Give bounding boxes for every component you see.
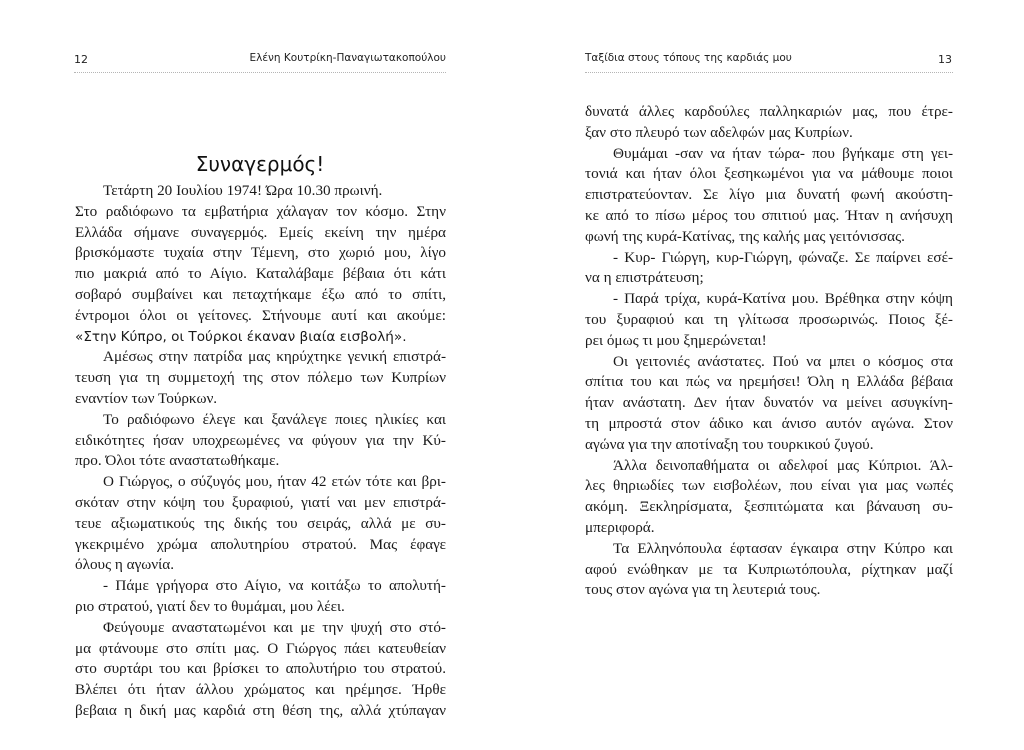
text-line: Βλέπει ότι ήταν άλλου χρώματος και ηρέμησε. Ήρθε [75,681,446,699]
text-line: πιο μακριά από το Αίγιο. Καταλάβαμε βέβαια ότι κάτι [75,265,446,283]
text-line: κε από το πίσω μέρος του σπιτιού μας. Ήταν η ανήσυχη [585,206,953,224]
text-line: προ. Όλοι τότε αναστατωθήκαμε. [75,452,280,470]
text-line: - Κυρ- Γιώργη, κυρ-Γιώργη, φώναζε. Σε παίρνει εσέ- [613,248,953,266]
text-line: - Πάμε γρήγορα στο Αίγιο, να κοιτάξω το απολυτή- [103,577,446,595]
text-line: Τα Ελληνόπουλα έφτασαν έγκαιρα στην Κύπρο και [613,539,953,557]
chapter-title: Συναγερμός! [195,152,325,176]
text-line: Αμέσως στην πατρίδα μας κηρύχτηκε γενική επιστρά- [103,348,446,366]
text-line: να η επιστράτευση; [585,269,704,287]
text-line: αφού ενώθηκαν με τα Κυπριωτόπουλα, ρίχτηκαν μαζί [585,560,953,578]
text-line: ρει όμως τι μου ξημερώνεται! [585,331,767,349]
text-line: Το ραδιόφωνο έλεγε και ξανάλεγε ποιες ηλικίες και [103,410,446,428]
running-header-title: Ταξίδια στους τόπους της καρδιάς μου [585,52,792,64]
text-line: Οι γειτονιές ανάστατες. Πού να μπει ο κόσμος στα [613,352,953,370]
text-line: δυνατά άλλες καρδούλες παλληκαριών μας, που έτρε- [585,103,953,120]
text-line: λες θηριωδίες των εισβολέων, που είναι για μας νωπές [585,477,953,495]
text-line: φωνή της κυρά-Κατίνας, της καλής μας γειτόνισσας. [585,227,905,245]
body-text [585,102,953,601]
text-line: του ξυραφιού και τη γλίτωσα προσωρινώς. Ποιος ξέ- [585,310,953,328]
text-line: βεβαια η δική μας καρδιά στη θέση της, αλλά χτύπαγαν [75,701,446,719]
text-line: Ελλάδα σήμανε συναγερμός. Εμείς εκείνη την ημέρα [75,223,446,241]
text-line: σοβαρό συμβαίνει και πεταχτήκαμε έξω από το σπίτι, [75,285,446,303]
text-line: Θυμάμαι -σαν να ήταν τώρα- που βγήκαμε στη γει- [613,144,953,162]
text-line: ριο στρατού, γιατί δεν το θυμάμαι, μου λέει. [75,597,345,615]
text-line: εναντίον των Τούρκων. [75,389,218,407]
text-line: μα φτάνουμε στο σπίτι μας. Ο Γιώργος πάει κατευθείαν [75,639,446,657]
text-line: Τετάρτη 20 Ιουλίου 1974! Ώρα 10.30 πρωινή. [103,182,383,199]
text-line: έντρομοι όλοι οι γείτονες. Στήνουμε αυτί και ακούμε: [75,306,446,324]
page-number: 12 [74,53,88,66]
text-line: ήταν ανάστατη. Δεν ήταν δυνατόν να μείνει ασυγκίνη- [585,394,953,412]
text-line: σπίτια του και πώς να ηρεμήσει! Όλη η Ελλάδα βέβαια [585,373,953,391]
text-line: γκεκριμένο χρώμα απολυτηρίου στρατού. Μας έφαγε [75,535,446,553]
page-number: 13 [938,53,952,66]
header-divider [74,72,446,73]
header-divider [585,72,953,73]
text-line: Στο ραδιόφωνο τα εμβατήρια χάλαγαν τον κόσμο. Στην [75,202,446,220]
text-line: - Παρά τρίχα, κυρά-Κατίνα μου. Βρέθηκα στην κόψη [613,290,953,308]
text-line: όλους η αγωνία. [75,556,174,574]
text-line: τευε αξιωματικούς της δικής του σειράς, αλλά με συ- [75,514,446,532]
text-line: Ο Γιώργος, ο σύζυγός μου, ήταν 42 ετών τότε και βρι- [103,473,446,491]
text-line: στο συρτάρι του και βρίσκει το απολυτήριο του στρατού. [75,660,446,678]
text-line: Άλλα δεινοπαθήματα οι αδελφοί μας Κύπριοι. Άλ- [613,456,953,474]
right-page [512,0,1024,750]
text-line: σκόταν στην κόψη του ξυραφιού, γιατί ναι μεν επιστρά- [75,493,446,511]
text-line: μπεριφορά. [585,518,655,536]
text-line: αγώνα για την αποτίναξη του τουρκικού ζυγού. [585,435,874,453]
text-line: τονιά και ήταν όλοι ξεσηκωμένοι για να μάθουμε ποιοι [585,165,953,183]
text-line: τους στον αγώνα για τη λευτεριά τους. [585,581,821,599]
text-line: «Στην Κύπρο, οι Τούρκοι έκαναν βιαία εισβολή». [75,328,407,345]
text-line: ακόμη. Ξεκληρίσματα, ξεσπιτώματα και βάναυση συ- [585,498,953,516]
text-line: βρισκόμαστε τυχαία στην Τέμενη, στο χωριό μου, λίγο [75,244,446,262]
text-line: ειδικότητες ήσαν υποχρεωμένες να φύγουν για την Κύ- [75,431,446,449]
text-line: τη μπροστά στον άδικο και άνισο αυτόν αγώνα. Στον [585,414,953,432]
text-line: επιστρατεύονταν. Σε λίγο μια δυνατή φωνή ακούστη- [585,186,953,204]
running-header-author: Ελένη Κουτρίκη-Παναγιωτακοπούλου [249,52,446,64]
text-line: Φεύγουμε αναστατωμένοι και με την ψυχή στο στό- [103,618,446,636]
text-line: τευση για τη συμμετοχή της στον πόλεμο των Κυπρίων [75,369,446,387]
text-line: ξαν στο πλευρό των αδελφών μας Κυπρίων. [585,123,853,141]
body-text [75,181,446,722]
